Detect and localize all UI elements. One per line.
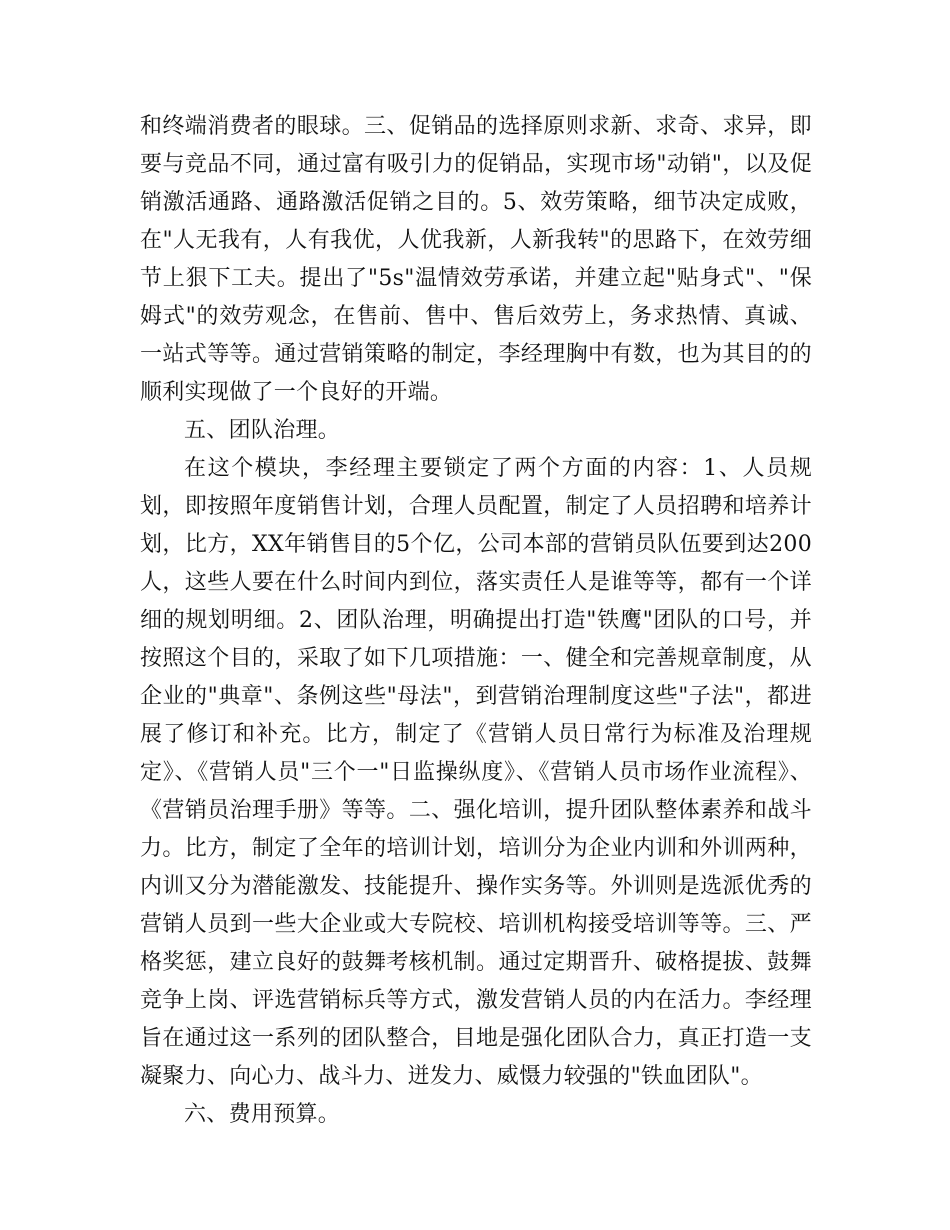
paragraph-marketing-strategy: 和终端消费者的眼球。三、促销品的选择原则求新、求奇、求异，即要与竞品不同，通过富有吸引力的促销品，实现市场"动销"，以及促销激活通路、通路激活促销之目的。5、效劳策略，细节决定成败，在"人无我有，人有我优，人优我新，人新我转"的思路下，在效劳细节上狠下工夫。提出了"5s"温情效劳承诺，并建立起"贴身式"、"保姆式"的效劳观念，在售前、售中、售后效劳上，务求热情、真诚、一站式等等。通过营销策略的制定，李经理胸中有数，也为其目的的顺利实现做了一个良好的开端。 — [140, 114, 812, 405]
section-heading-team-management: 五、团队治理。 — [184, 418, 341, 443]
section-heading-budget: 六、费用预算。 — [184, 1102, 341, 1127]
paragraph-team-management: 在这个模块，李经理主要锁定了两个方面的内容：1、人员规划，即按照年度销售计划，合理人员配置，制定了人员招聘和培养计划，比方，XX年销售目的5个亿，公司本部的营销员队伍要到达200人，这些人要在什么时间内到位，落实责任人是谁等等，都有一个详细的规划明细。2、团队治理，明确提出打造"铁鹰"团队的口号，并按照这个目的，采取了如下几项措施：一、健全和完善规章制度，从企业的"典章"、条例这些"母法"，到营销治理制度这些"子法"，都进展了修订和补充。比方，制定了《营销人员日常行为标准及治理规定》、《营销人员"三个一"日监操纵度》、《营销人员市场作业流程》、《营销员治理手册》等等。二、强化培训，提升团队整体素养和战斗力。比方，制定了全年的培训计划，培训分为企业内训和外训两种，内训又分为潜能激发、技能提升、操作实务等。外训则是选派优秀的营销人员到一些大企业或大专院校、培训机构接受培训等等。三、严格奖惩，建立良好的鼓舞考核机制。通过定期晋升、破格提拔、鼓舞竞争上岗、评选营销标兵等方式，激发营销人员的内在活力。李经理旨在通过这一系列的团队整合，目地是强化团队合力，真正打造一支凝聚力、向心力、战斗力、迸发力、威慑力较强的"铁血团队"。 — [140, 456, 812, 1089]
document-page — [140, 108, 812, 1134]
